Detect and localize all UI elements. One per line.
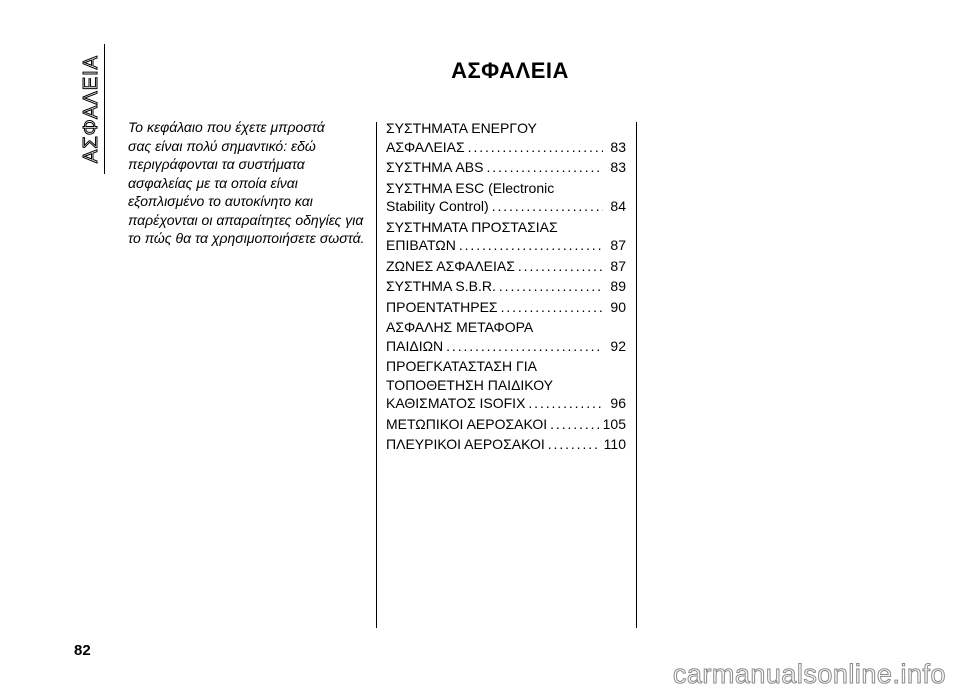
toc-page-number: 110 <box>603 436 626 452</box>
toc-entry-row <box>386 337 626 356</box>
intro-line: παρέχονται οι απαραίτητες οδηγίες για <box>128 211 364 228</box>
toc-page-number: 90 <box>610 298 626 315</box>
toc-entry-title-line: ΜΕΤΩΠΙΚΟΙ ΑΕΡΟΣΑΚΟΙ <box>386 415 548 432</box>
toc-entry-row <box>386 158 626 177</box>
toc-dot-leader <box>499 277 603 296</box>
side-tab-rule <box>104 44 105 174</box>
toc-entry[interactable] <box>386 277 626 296</box>
intro-line: Το κεφάλαιο που έχετε μπροστά <box>128 119 325 135</box>
toc-page-number: 87 <box>610 237 626 253</box>
toc-entry-title-line: ΣΥΣΤΗΜΑ ESC (Electronic <box>386 179 555 196</box>
toc-entry-title-line: ΕΠΙΒΑΤΩΝ <box>386 237 456 253</box>
toc-entry-title-line: ΠΡΟΕΝΤΑΤΗΡΕΣ <box>386 298 498 315</box>
toc-entry[interactable] <box>386 298 626 317</box>
intro-paragraph <box>128 118 368 248</box>
intro-line: σας είναι πολύ σημαντικό: εδώ <box>128 137 316 154</box>
toc-dot-leader <box>459 236 603 255</box>
intro-line: ασφαλείας με τα οποία είναι <box>128 174 298 191</box>
toc-entry-row <box>386 394 626 413</box>
toc-entry-title-line: ΠΡΟΕΓΚΑΤΑΣΤΑΣΗ ΓΙΑ <box>386 358 537 374</box>
toc-entry-title-line: ΠΑΙΔΙΩΝ <box>386 337 444 354</box>
chapter-side-tab <box>78 44 104 174</box>
toc-dot-leader <box>550 415 599 434</box>
toc-entry-row <box>386 257 626 276</box>
toc-entry[interactable] <box>386 415 626 434</box>
toc-dot-leader <box>518 257 603 276</box>
toc-entry[interactable] <box>386 179 626 216</box>
toc-entry[interactable] <box>386 158 626 177</box>
toc-dot-leader <box>446 337 603 356</box>
toc-entry-row <box>386 138 626 157</box>
toc-entry[interactable] <box>386 357 626 413</box>
toc-entry[interactable] <box>386 318 626 355</box>
toc-dot-leader <box>501 298 603 317</box>
toc-dot-leader <box>492 197 603 216</box>
toc-entry[interactable] <box>386 119 626 156</box>
toc-entry-title-line: ΚΑΘΙΣΜΑΤΟΣ ISOFIX <box>386 395 526 411</box>
toc-entry-row <box>386 197 626 216</box>
column-divider-right <box>636 122 637 628</box>
intro-line: περιγράφονται τα συστήματα <box>128 156 305 172</box>
page-title: ΑΣΦΑΛΕΙΑ <box>451 58 569 83</box>
toc-page-number: 92 <box>610 337 626 354</box>
toc-entry-row <box>386 236 626 255</box>
page-number: 82 <box>74 642 91 659</box>
toc-entry-title-line: ΖΩΝΕΣ ΑΣΦΑΛΕΙΑΣ <box>386 257 515 274</box>
column-divider-left <box>376 122 377 628</box>
toc-entry[interactable] <box>386 257 626 276</box>
chapter-side-tab-label: ΑΣΦΑΛΕΙΑ <box>80 54 102 164</box>
table-of-contents <box>386 119 626 456</box>
toc-dot-leader <box>548 435 601 454</box>
toc-entry-row <box>386 298 626 317</box>
toc-entry-title-line: ΤΟΠΟΘΕΤΗΣΗ ΠΑΙΔΙΚΟΥ <box>386 376 553 393</box>
toc-page-number: 89 <box>610 278 626 294</box>
toc-dot-leader <box>528 394 603 413</box>
intro-line: το πώς θα τα χρησιμοποιήσετε σωστά. <box>128 230 365 246</box>
toc-page-number: 83 <box>610 159 626 175</box>
toc-dot-leader <box>486 158 603 177</box>
toc-entry-row <box>386 415 626 434</box>
toc-page-number: 105 <box>602 415 626 432</box>
toc-entry[interactable] <box>386 435 626 454</box>
watermark: carmanualsonline.info <box>672 659 946 689</box>
toc-entry-title-line: ΑΣΦΑΛΕΙΑΣ <box>386 138 465 155</box>
toc-entry[interactable] <box>386 218 626 255</box>
toc-entry-title-line: ΑΣΦΑΛΗΣ ΜΕΤΑΦΟΡΑ <box>386 319 534 335</box>
intro-line: εξοπλισμένο το αυτοκίνητο και <box>128 193 313 209</box>
toc-entry-title-line: ΣΥΣΤΗΜΑ S.B.R. <box>386 278 496 294</box>
toc-page-number: 96 <box>610 395 626 411</box>
toc-entry-title-line: Stability Control) <box>386 198 489 214</box>
toc-entry-title-line: ΣΥΣΤΗΜΑΤΑ ΠΡΟΣΤΑΣΙΑΣ <box>386 218 558 235</box>
toc-entry-row <box>386 435 626 454</box>
toc-page-number: 83 <box>610 138 626 155</box>
toc-page-number: 84 <box>610 198 626 214</box>
toc-entry-title-line: ΣΥΣΤΗΜΑΤΑ ΕΝΕΡΓΟΥ <box>386 120 537 136</box>
toc-entry-title-line: ΣΥΣΤΗΜΑ ABS <box>386 159 484 175</box>
toc-entry-title-line: ΠΛΕΥΡΙΚΟΙ ΑΕΡΟΣΑΚΟΙ <box>386 436 545 452</box>
toc-dot-leader <box>468 138 603 157</box>
toc-page-number: 87 <box>610 257 626 274</box>
toc-entry-row <box>386 277 626 296</box>
